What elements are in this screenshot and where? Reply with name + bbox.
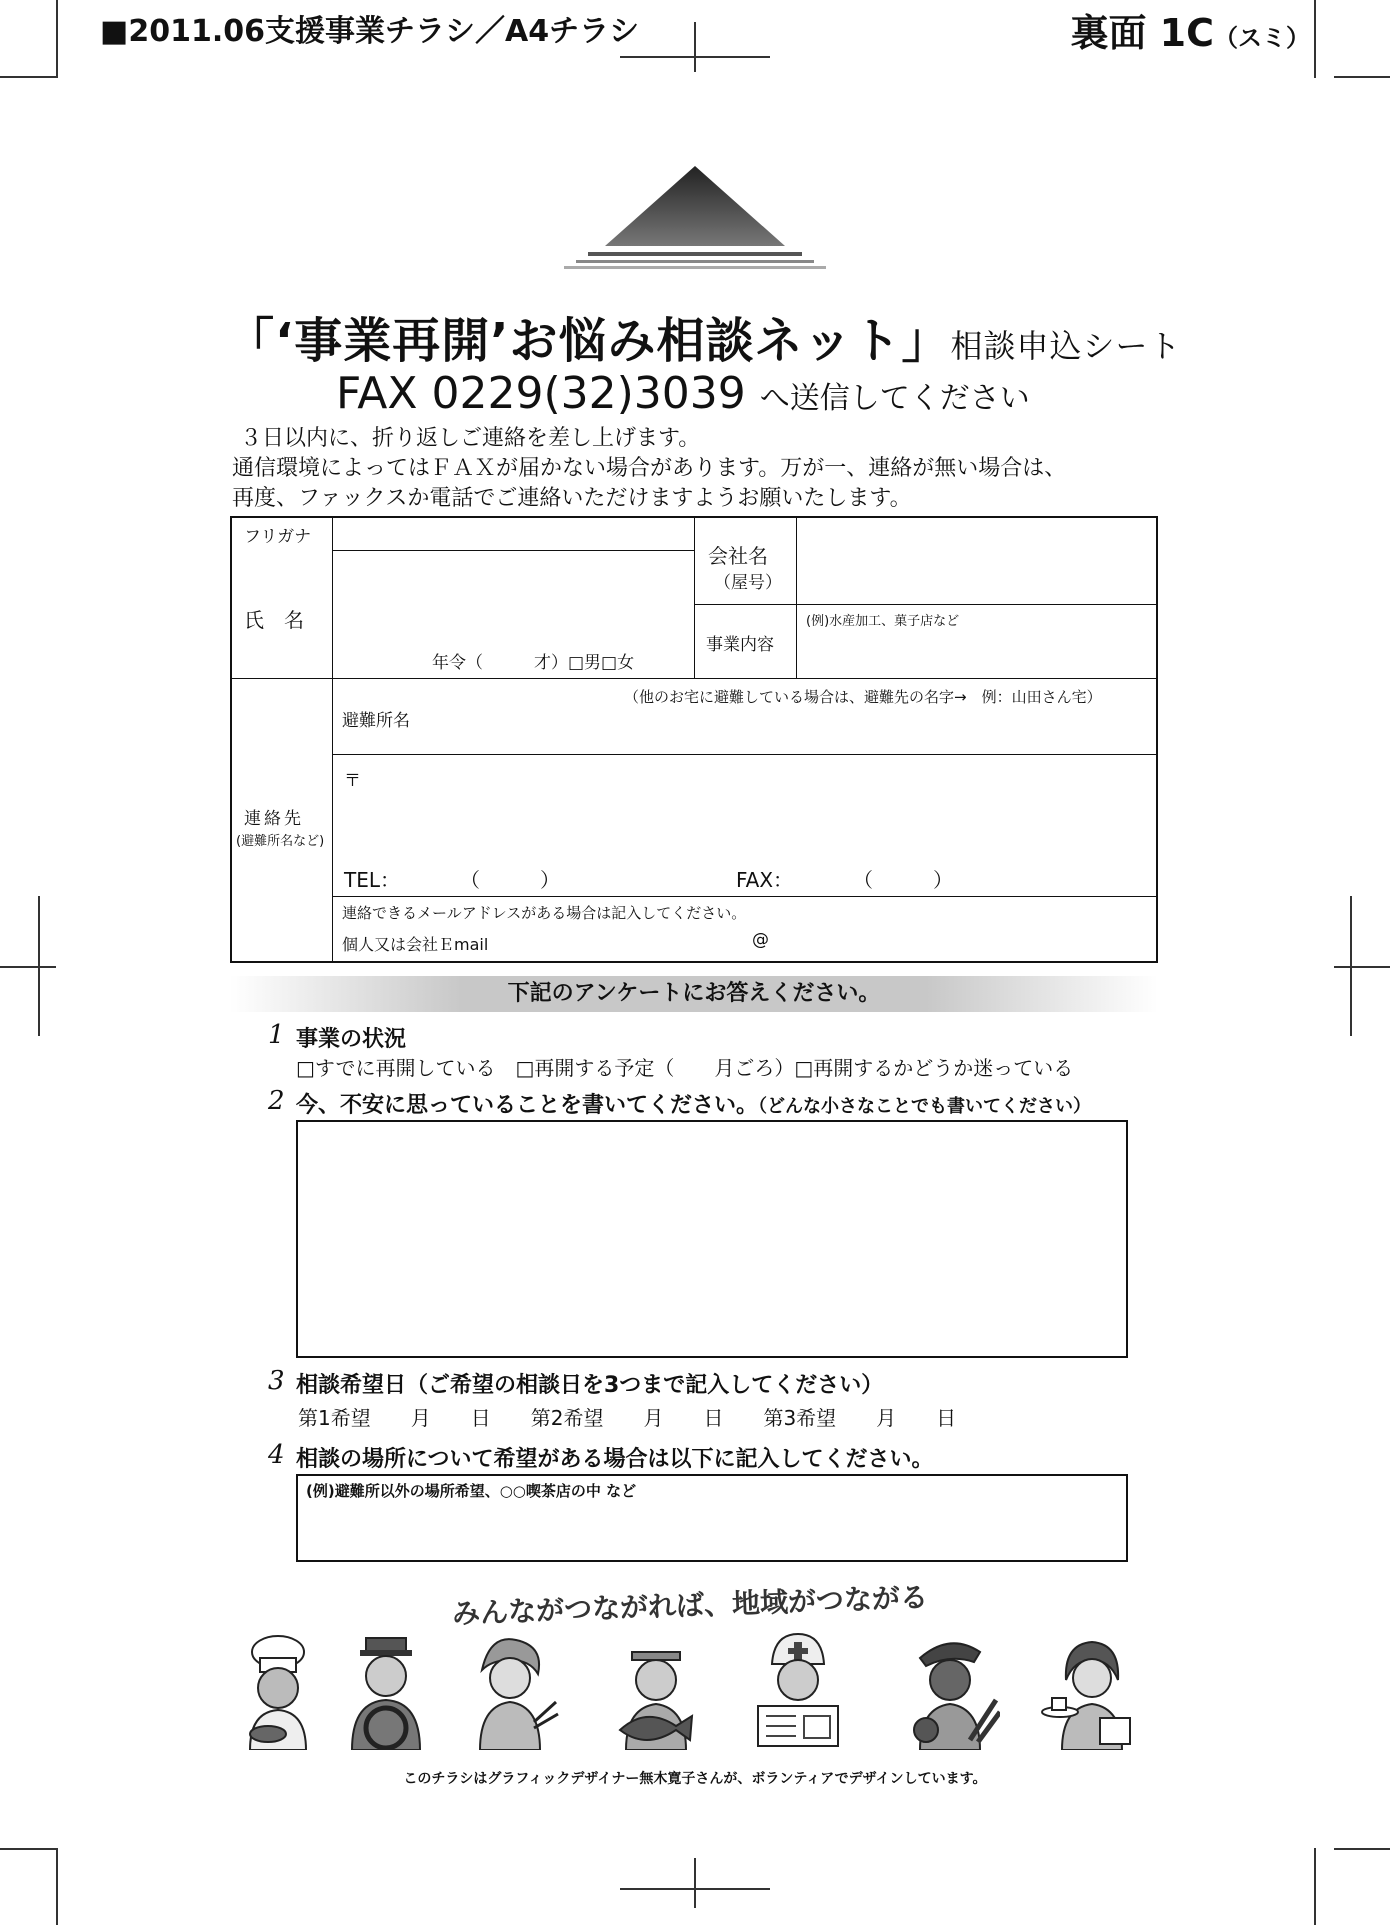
q3-title: 相談希望日（ご希望の相談日を3つまで記入してください）: [296, 1373, 884, 1398]
email-field[interactable]: [522, 926, 1152, 958]
name-label: 氏 名: [244, 608, 304, 632]
title-sub: 相談申込シート: [950, 327, 1182, 365]
slogan: みんながつながれば、地域がつながる: [451, 1580, 929, 1631]
waitress-illustration: [1040, 1630, 1140, 1750]
contact-sub-label: (避難所名など): [236, 834, 325, 849]
crop-mark: [0, 966, 56, 968]
q1-number: 1: [268, 1020, 285, 1050]
crop-mark: [694, 22, 696, 72]
postal-mark: 〒: [344, 771, 361, 791]
crop-mark: [0, 1848, 56, 1850]
q4-title: 相談の場所について希望がある場合は以下に記入してください。: [296, 1447, 934, 1472]
furigana-field[interactable]: [334, 518, 692, 550]
intro-line: 再度、ファックスか電話でご連絡いただけますようお願いたします。: [232, 486, 912, 511]
q1-options[interactable]: □すでに再開している □再開する予定（ 月ごろ）□再開するかどうか迷っている: [296, 1056, 1074, 1080]
q1-title: 事業の状況: [296, 1027, 407, 1052]
q4-example: (例)避難所以外の場所希望、○○喫茶店の中 など: [306, 1482, 637, 1500]
intro-text: [232, 424, 1066, 514]
survey-banner-text: 下記のアンケートにお答えください。: [507, 981, 881, 1006]
driver-illustration: [336, 1630, 436, 1750]
print-spec-label: ■2011.06支援事業チラシ／A4チラシ: [100, 14, 640, 49]
q4-number: 4: [268, 1440, 285, 1470]
survey-banner: [230, 976, 1158, 1012]
crop-mark: [1334, 1848, 1390, 1850]
company-field[interactable]: [798, 518, 1158, 604]
q2-title-text: 今、不安に思っていることを書いてください。: [296, 1093, 759, 1118]
crop-mark: [620, 56, 770, 58]
q2-number: 2: [268, 1086, 285, 1116]
crop-mark: [56, 1848, 58, 1925]
email-note: 連絡できるメールアドレスがある場合は記入してください。: [342, 904, 747, 922]
name-field[interactable]: [334, 552, 692, 642]
age-gender-field[interactable]: 年令（ 才）□男□女: [432, 653, 635, 673]
fax-field[interactable]: FAX： （ ）: [736, 868, 954, 892]
crop-mark: [694, 1858, 696, 1908]
title-main: 「‘事業再開’お悩み相談ネット」: [226, 313, 951, 369]
q2-answer-box[interactable]: [296, 1120, 1128, 1358]
q3-number: 3: [268, 1366, 285, 1396]
crop-mark: [0, 76, 56, 78]
shelter-note: （他のお宅に避難している場合は、避難先の名字→ 例：山田さん宅）: [624, 688, 1102, 706]
business-label: 事業内容: [706, 635, 774, 655]
business-example[interactable]: (例)水産加工、菓子店など: [806, 614, 960, 629]
q3-dates[interactable]: 第1希望 月 日 第2希望 月 日 第3希望 月 日: [298, 1406, 957, 1430]
shelter-field[interactable]: [482, 704, 1152, 750]
fax-number: FAX 0229(32)3039: [336, 368, 746, 419]
crop-mark: [1314, 1848, 1316, 1925]
shelter-label: 避難所名: [342, 711, 410, 731]
crop-mark: [1334, 76, 1390, 78]
newspaper-reader-illustration: [748, 1630, 848, 1750]
email-label: 個人又は会社Ｅmail: [342, 935, 489, 954]
designer-credit: このチラシはグラフィックデザイナー無木寛子さんが、ボランティアでデザインしています。: [403, 1771, 987, 1787]
fax-tail: へ送信してください: [759, 381, 1030, 416]
fax-line: [336, 368, 1030, 419]
crop-mark: [620, 1888, 770, 1890]
intro-line: ３日以内に、折り返しご連絡を差し上げます。: [240, 426, 701, 451]
fisherman-illustration: [606, 1630, 706, 1750]
furigana-label: フリガナ: [244, 527, 312, 547]
side-label-sub: （スミ）: [1214, 24, 1310, 52]
hairdresser-illustration: [460, 1630, 560, 1750]
side-label-main: 裏面 1C: [1070, 11, 1214, 55]
pyramid-logo: [560, 162, 830, 270]
application-form: [230, 516, 1158, 963]
company-sub-label: （屋号）: [714, 573, 782, 593]
tel-field[interactable]: TEL： （ ）: [344, 868, 560, 892]
chef-illustration: [228, 1630, 328, 1750]
email-at: @: [752, 930, 769, 950]
q4-answer-box[interactable]: [296, 1474, 1128, 1562]
company-label: 会社名: [708, 544, 768, 568]
farmer-illustration: [900, 1630, 1000, 1750]
crop-mark: [56, 0, 58, 78]
address-field[interactable]: [372, 758, 1152, 838]
page-title: [226, 302, 1182, 371]
contact-label: 連絡先: [244, 809, 304, 829]
intro-line: 通信環境によってはＦＡＸが届かない場合があります。万が一、連絡が無い場合は、: [232, 456, 1067, 481]
side-label: [1070, 2, 1310, 57]
q2-note: （どんな小さなことでも書いてください）: [758, 1096, 1092, 1117]
crop-mark: [1314, 0, 1316, 78]
q2-title: [296, 1088, 1091, 1119]
crop-mark: [1334, 966, 1390, 968]
